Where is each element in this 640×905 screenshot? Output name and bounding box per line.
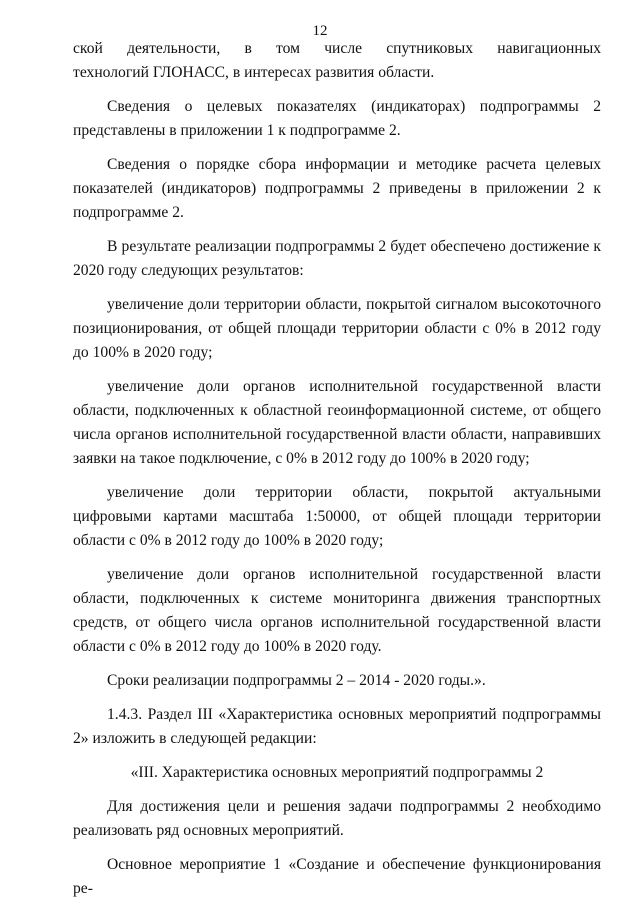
page-number: 12 [312, 23, 328, 39]
paragraph-line: ской деятельности, в том числе спутниковых навигационных [73, 40, 601, 57]
paragraph-terms: Сроки реализации подпрограммы 2 – 2014 - 2020 годы.». [107, 672, 486, 689]
paragraph-indicators: Сведения о целевых показателях (индикаторах) подпрограммы 2 представлены в приложении 1 к подпрограмме 2. [73, 98, 601, 139]
paragraph-line: технологий ГЛОНАСС, в интересах развития области. [73, 64, 435, 81]
section-heading: «III. Характеристика основных мероприятий подпрограммы 2 [130, 764, 544, 781]
paragraph-continuation [73, 37, 601, 85]
paragraph-results-intro: В результате реализации подпрограммы 2 будет обеспечено достижение к 2020 году следующих результатов: [73, 238, 601, 279]
paragraph-methodology: Сведения о порядке сбора информации и методике расчета целевых показателей (индикаторов) подпрограммы 2 приведены в приложении 2 к подпрограмме 2. [73, 156, 601, 221]
paragraph-measure-1: Основное мероприятие 1 «Создание и обеспечение функционирования ре- [73, 856, 601, 897]
result-item: увеличение доли органов исполнительной государственной власти области, подключенных к системе мониторинга движения транспортных средств, от общего числа органов исполнительной государственной власти области с 0% в 2012 году до 100% в 2020 году. [73, 566, 601, 655]
result-item: увеличение доли территории области, покрытой сигналом высокоточного позиционирования, от общей площади территории области с 0% в 2012 году до 100% в 2020 году; [73, 296, 601, 361]
paragraph-section-amendment: 1.4.3. Раздел III «Характеристика основных мероприятий подпрограммы 2» изложить в следующей редакции: [73, 706, 601, 747]
document-body [73, 37, 601, 901]
result-item: увеличение доли территории области, покрытой актуальными цифровыми картами масштаба 1:50000, от общей площади территории области с 0% в 2012 году до 100% в 2020 году; [73, 484, 601, 549]
result-item: увеличение доли органов исполнительной государственной власти области, подключенных к областной геоинформационной системе, от общего числа органов исполнительной государственной власти области, направивших заявки на такое подключение, с 0% в 2012 году до 100% в 2020 году; [73, 378, 601, 467]
paragraph-measures-intro: Для достижения цели и решения задачи подпрограммы 2 необходимо реализовать ряд основных мероприятий. [73, 798, 601, 839]
